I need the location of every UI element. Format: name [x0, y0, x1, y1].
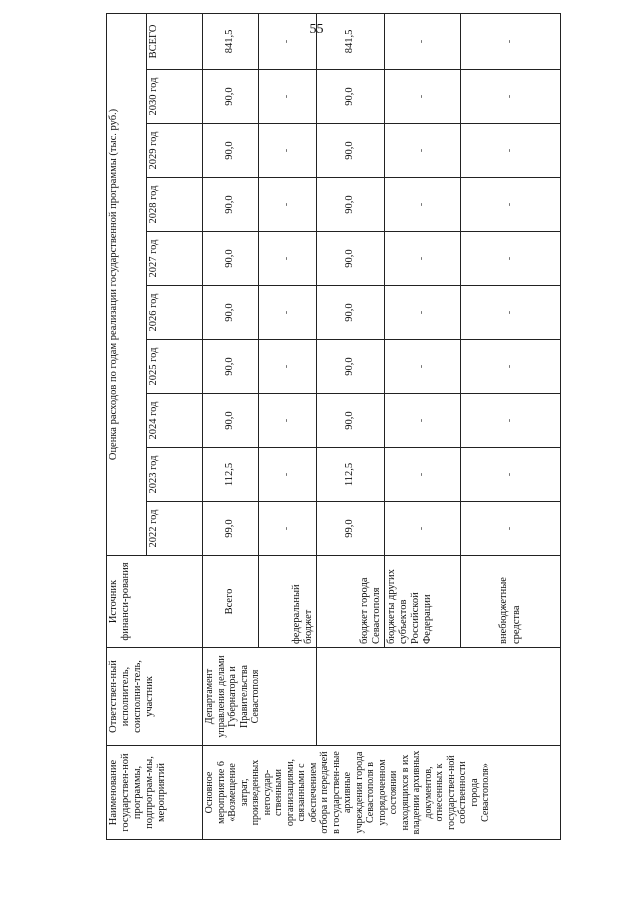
value-cell: -: [259, 178, 317, 232]
value-cell: 90,0: [317, 178, 385, 232]
header-row-top: [107, 13, 147, 839]
value-cell: -: [385, 394, 461, 448]
value-cell: -: [461, 70, 561, 124]
source-cell: Всего: [203, 556, 259, 648]
value-cell: -: [461, 502, 561, 556]
year-2029: 2029 год: [147, 124, 203, 178]
value-cell: 99,0: [203, 502, 259, 556]
source-cell: федеральный бюджет: [259, 556, 317, 648]
table-row: [203, 13, 259, 839]
year-2024: 2024 год: [147, 394, 203, 448]
value-cell: -: [259, 340, 317, 394]
measure-name: Основное мероприятие 6 «Возмещение затрат, произведенных негосудар-ственными организациями, связанными с обеспечением отбора и передачей в государствен-ные архивные учреждения города Севастополя в упорядоченном состоянии находящихся в их владении архивных документов, отнесенных к государствен-ной собственности города Севастополя»: [203, 746, 561, 840]
value-cell: 90,0: [203, 340, 259, 394]
year-2023: 2023 год: [147, 448, 203, 502]
value-cell: 90,0: [203, 178, 259, 232]
value-cell: 90,0: [317, 70, 385, 124]
value-cell: 90,0: [203, 124, 259, 178]
responsible-empty-cell: [317, 648, 561, 746]
year-2026: 2026 год: [147, 286, 203, 340]
value-cell: 99,0: [317, 502, 385, 556]
value-cell: -: [259, 70, 317, 124]
source-cell: бюджет города Севастополя: [317, 556, 385, 648]
value-cell: -: [385, 13, 461, 69]
value-cell: -: [385, 124, 461, 178]
header-name: Наименование государствен-ной программы, подпрограм-мы, мероприятий: [107, 746, 203, 840]
value-cell: -: [259, 448, 317, 502]
header-responsible: Ответствен-ный исполнитель, соисполни-тель, участник: [107, 648, 203, 746]
value-cell: 90,0: [203, 286, 259, 340]
value-cell: -: [259, 394, 317, 448]
value-cell: -: [385, 448, 461, 502]
value-cell: -: [461, 178, 561, 232]
value-cell: 90,0: [317, 124, 385, 178]
table-row: [317, 13, 385, 839]
value-cell: -: [385, 232, 461, 286]
year-2027: 2027 год: [147, 232, 203, 286]
year-2022: 2022 год: [147, 502, 203, 556]
header-estimate: Оценка расходов по годам реализации государственной программы (тыс. руб.): [107, 13, 147, 555]
value-cell: -: [385, 178, 461, 232]
value-cell: -: [461, 13, 561, 69]
value-cell: -: [461, 286, 561, 340]
value-cell: 112,5: [317, 448, 385, 502]
value-cell: -: [259, 232, 317, 286]
value-cell: 841,5: [203, 13, 259, 69]
value-cell: -: [259, 13, 317, 69]
value-cell: -: [461, 232, 561, 286]
value-cell: 90,0: [203, 70, 259, 124]
header-source: Источник финанси-рования: [107, 556, 203, 648]
value-cell: 112,5: [203, 448, 259, 502]
budget-table: [106, 13, 561, 840]
measure-responsible: Департамент управления делами Губернатора и Правительства Севастополя: [203, 648, 317, 746]
year-2025: 2025 год: [147, 340, 203, 394]
value-cell: -: [385, 286, 461, 340]
value-cell: 90,0: [317, 286, 385, 340]
value-cell: 90,0: [317, 232, 385, 286]
value-cell: -: [385, 70, 461, 124]
year-2030: 2030 год: [147, 70, 203, 124]
value-cell: -: [461, 394, 561, 448]
value-cell: -: [259, 124, 317, 178]
year-total: ВСЕГО: [147, 13, 203, 69]
year-2028: 2028 год: [147, 178, 203, 232]
value-cell: -: [461, 448, 561, 502]
value-cell: 90,0: [203, 394, 259, 448]
value-cell: -: [461, 340, 561, 394]
value-cell: -: [259, 502, 317, 556]
value-cell: 90,0: [203, 232, 259, 286]
source-cell: бюджеты других субъектов Российской Федерации: [385, 556, 461, 648]
value-cell: 841,5: [317, 13, 385, 69]
value-cell: 90,0: [317, 394, 385, 448]
value-cell: -: [385, 340, 461, 394]
source-cell: внебюджетные средства: [461, 556, 561, 648]
value-cell: 90,0: [317, 340, 385, 394]
value-cell: -: [385, 502, 461, 556]
page-number: 55: [309, 22, 324, 37]
value-cell: -: [461, 124, 561, 178]
value-cell: -: [259, 286, 317, 340]
